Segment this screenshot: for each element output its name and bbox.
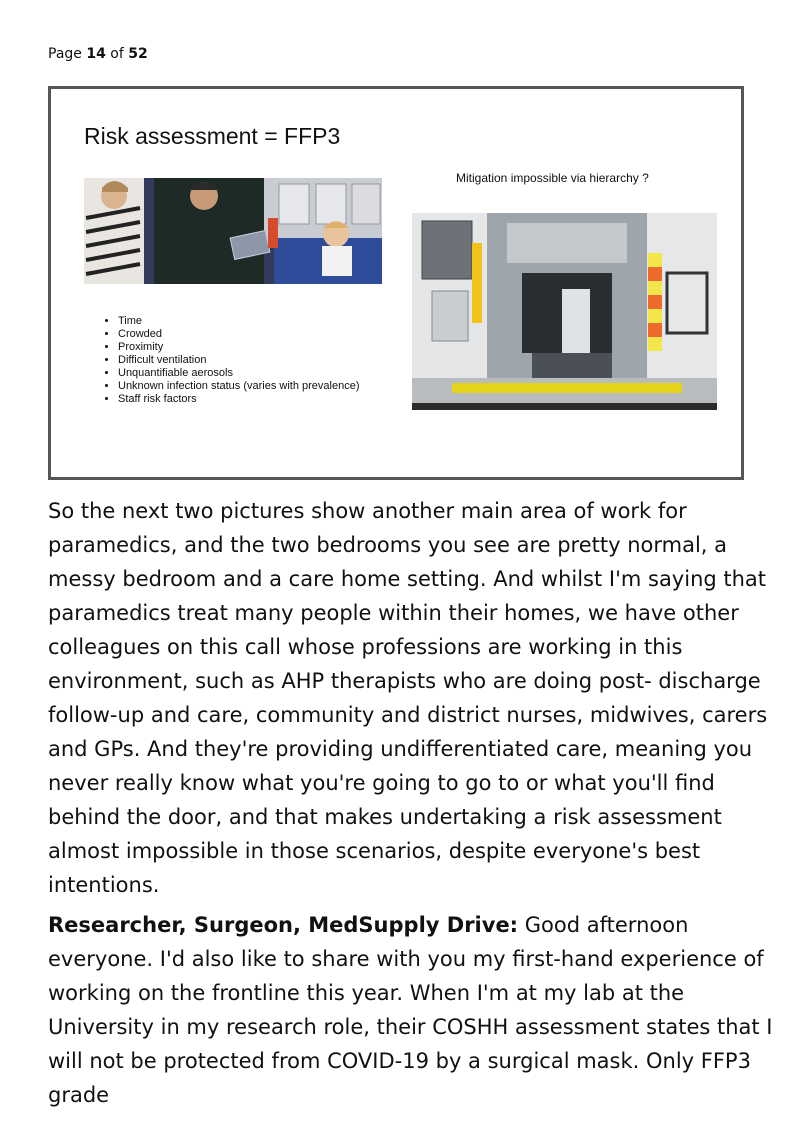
list-item: • Staff risk factors <box>118 393 360 406</box>
list-item: • Time <box>118 315 360 328</box>
paragraph: So the next two pictures show another main area of work for paramedics, and the two bedrooms you see are pretty normal, a messy bedroom and a care home setting. And whilst I'm saying that paramedics treat many people within their homes, we have other colleagues on this call whose professions are working in this environment, such as AHP therapists who are doing post- discharge follow-up and care, community and district nurses, midwives, carers and GPs. And they're providing undifferentiated care, meaning you never really know what you're going to go to or what you'll find behind the door, and that makes undertaking a risk assessment almost impossible in those scenarios, despite everyone's best intentions. <box>48 499 768 897</box>
list-item: • Unknown infection status (varies with prevalence) <box>118 380 360 393</box>
list-item: • Unquantifiable aerosols <box>118 367 360 380</box>
risk-factor-list <box>96 315 360 406</box>
speaker-name: Researcher, Surgeon, MedSupply Drive: <box>48 913 519 937</box>
paramedics-with-child-photo <box>84 178 382 284</box>
slide-title: Risk assessment = FFP3 <box>84 123 341 149</box>
list-item: • Crowded <box>118 328 360 341</box>
transcript-body <box>48 494 788 1118</box>
paragraph: Researcher, Surgeon, MedSupply Drive: Good afternoon everyone. I'd also like to share with you my first-hand experience of working on the frontline this year. When I'm at my lab at the University in my research role, their COSHH assessment states that I will not be protected from COVID-19 by a surgical mask. Only FFP3 grade <box>48 913 773 1107</box>
ambulance-interior-photo <box>412 213 717 410</box>
list-item: • Difficult ventilation <box>118 354 360 367</box>
slide-caption: Mitigation impossible via hierarchy ? <box>456 171 649 185</box>
page-number: Page 14 of 52 <box>48 46 148 62</box>
list-item: • Proximity <box>118 341 360 354</box>
presentation-slide <box>48 86 744 480</box>
